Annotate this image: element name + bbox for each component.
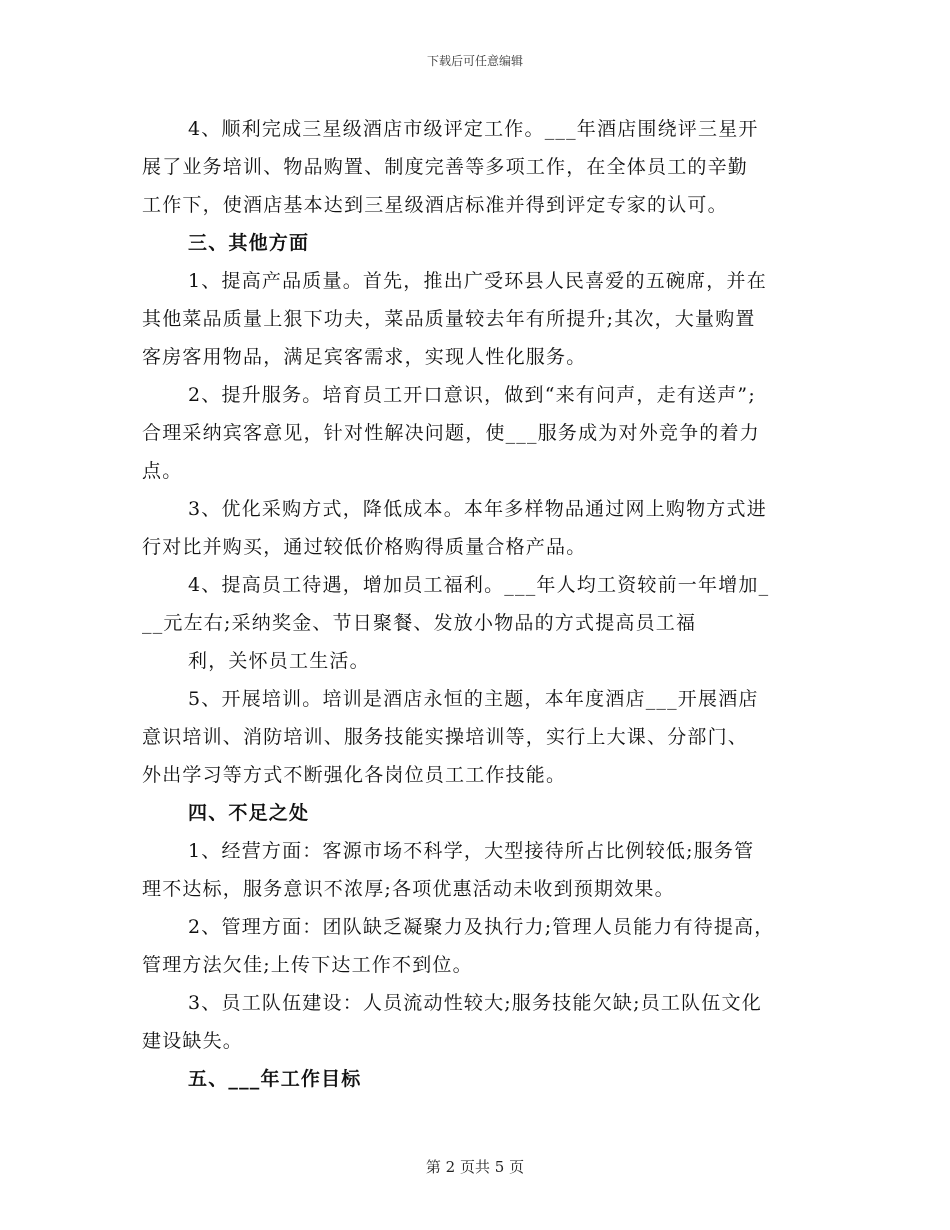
paragraph-line: 管理方法欠佳;上传下达工作不到位。 xyxy=(142,954,473,976)
paragraph-line: 展了业务培训、物品购置、制度完善等多项工作，在全体员工的辛勤 xyxy=(142,156,749,178)
paragraph-line: 意识培训、消防培训、服务技能实操培训等，实行上大课、分部门、 xyxy=(142,726,749,748)
page-header: 下载后可任意编辑 xyxy=(426,54,523,68)
paragraph-line: 外出学习等方式不断强化各岗位员工工作技能。 xyxy=(142,764,567,786)
paragraph-line: 1、经营方面：客源市场不科学，大型接待所占比例较低;服务管 xyxy=(188,840,755,862)
section-heading: 三、其他方面 xyxy=(188,232,310,254)
paragraph-line: 行对比并购买，通过较低价格购得质量合格产品。 xyxy=(142,536,587,558)
paragraph-line: 利，关怀员工生活。 xyxy=(188,650,370,672)
section-heading: 四、不足之处 xyxy=(188,802,310,824)
paragraph-line: 2、提升服务。培育员工开口意识，做到“来有问声，走有送声”; xyxy=(188,384,756,406)
paragraph-line: 4、顺利完成三星级酒店市级评定工作。___年酒店围绕评三星开 xyxy=(188,118,759,140)
paragraph-line: 3、优化采购方式，降低成本。本年多样物品通过网上购物方式进 xyxy=(188,498,767,520)
paragraph-line: 点。 xyxy=(142,460,183,482)
section-heading: 五、___年工作目标 xyxy=(188,1068,362,1090)
paragraph-line: __元左右;采纳奖金、节日聚餐、发放小物品的方式提高员工福 xyxy=(142,612,697,634)
document-body xyxy=(142,110,808,1098)
paragraph-line: 3、员工队伍建设：人员流动性较大;服务技能欠缺;员工队伍文化 xyxy=(188,992,762,1014)
paragraph-line: 4、提高员工待遇，增加员工福利。___年人均工资较前一年增加_ xyxy=(188,574,770,596)
paragraph-line: 1、提高产品质量。首先，推出广受环县人民喜爱的五碗席，并在 xyxy=(188,270,767,292)
paragraph-line: 合理采纳宾客意见，针对性解决问题，使___服务成为对外竞争的着力 xyxy=(142,422,760,444)
paragraph-line: 工作下，使酒店基本达到三星级酒店标准并得到评定专家的认可。 xyxy=(142,194,728,216)
paragraph-line: 建设缺失。 xyxy=(142,1030,244,1052)
page-footer: 第 2 页共 5 页 xyxy=(425,1158,525,1176)
paragraph-line: 2、管理方面：团队缺乏凝聚力及执行力;管理人员能力有待提高， xyxy=(188,916,775,938)
paragraph-line: 客房客用物品，满足宾客需求，实现人性化服务。 xyxy=(142,346,587,368)
paragraph-line: 5、开展培训。培训是酒店永恒的主题，本年度酒店___开展酒店 xyxy=(188,688,759,710)
paragraph-line: 理不达标，服务意识不浓厚;各项优惠活动未收到预期效果。 xyxy=(142,878,675,900)
paragraph-line: 其他菜品质量上狠下功夫，菜品质量较去年有所提升;其次，大量购置 xyxy=(142,308,756,330)
